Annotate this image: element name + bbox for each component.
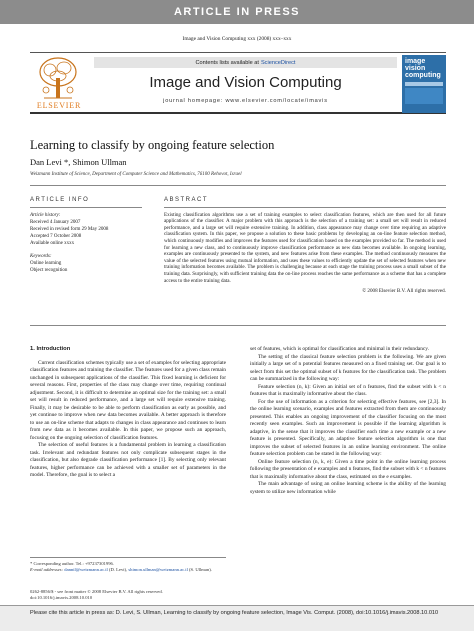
issn-doi-block bbox=[30, 589, 163, 601]
paper-title: Learning to classify by ongoing feature selection bbox=[30, 138, 275, 152]
journal-reference: Image and Vision Computing xxx (2008) xxx–xxx bbox=[182, 36, 292, 42]
abstract-label: ABSTRACT bbox=[164, 197, 446, 208]
divider bbox=[30, 185, 446, 186]
cover-line: vision bbox=[405, 65, 426, 72]
body-paragraph: The main advantage of using an online learning scheme is the ability of the learning system to utilize new information while bbox=[250, 481, 446, 495]
abstract-text: Existing classification algorithms use a set of training examples to select classification features, which are then used for all future applications of the classifier. A major problem with this approach is the selection of a training set: a small set will result in reduced performance, and a large set will require extensive training. In addition, class appearance may change over time requiring an adaptive classification system. In this paper, we propose a solution to these basic problems by developing an on-line feature selection method, which continuously modifies and improves the features used for classification based on the examples provided so far. The method is used for learning a new class, and to continuously improve classification performance as new data becomes available. In ongoing learning, examples are continuously presented to the system, and new features arise from these examples. The method continuously measures the value of the selected features using mutual information, and uses these values to efficiently update the set of selected features when new training information becomes available. The problem is challenging because at each stage the training process uses a small subset of the training data. Surprisingly, with sufficient training data the on-line process reaches the same performance as a scheme that has a complete access to the entire training data. bbox=[164, 211, 446, 284]
history-label: Article history: bbox=[30, 213, 61, 218]
history-item: Available online xxxx bbox=[30, 241, 75, 246]
email-label: E-mail addresses: bbox=[30, 567, 64, 572]
sciencedirect-link[interactable]: ScienceDirect bbox=[260, 59, 296, 66]
corresponding-author-footnote bbox=[30, 557, 226, 573]
body-paragraph: Online feature selection (n, k, e): Given a time point in the online learning process following the presentation of e examples and n features, find the subset with k < n features that is maximally informative about the class, estimated on the e examples. bbox=[250, 458, 446, 480]
journal-homepage[interactable]: journal homepage: www.elsevier.com/locate/imavis bbox=[163, 98, 328, 104]
doi-line: doi:10.1016/j.imavis.2008.10.010 bbox=[30, 595, 93, 600]
issn-line: 0262-8856/$ - see front matter © 2008 Elsevier B.V. All rights reserved. bbox=[30, 589, 163, 594]
divider bbox=[30, 325, 446, 326]
article-in-press-banner: ARTICLE IN PRESS bbox=[0, 0, 474, 24]
contents-band bbox=[94, 57, 397, 68]
body-paragraph: For the use of information as a criterion for selecting effective features, see [2,3]. In the online learning scenario, examples and features extracted from them are continuously presented. This enables an ongoing improvement of the classifier focusing on the most recently seen examples. Such an improvement is possible if the learning algorithm is adaptive, in the sense that it improves the classifier each time a new example or a new feature is presented. Specifically, an adaptive feature selection algorithm is one that improves the subset of selected features in an online learning environment. The online feature selection problem can be stated in the following way: bbox=[250, 398, 446, 457]
abstract-section bbox=[164, 197, 446, 295]
keyword-item: Online learning bbox=[30, 261, 62, 266]
elsevier-wordmark: ELSEVIER bbox=[36, 101, 82, 110]
body-paragraph: The setting of the classical feature selection problem is the following. We are given initially a large set of n potential features measured on a fixed training set. Our goal is to select from this set the optimal subset of k features for the classification task. The problem can be summarized in the following way: bbox=[250, 353, 446, 382]
section-heading: 1. Introduction bbox=[30, 346, 71, 352]
paper-authors: Dan Levi *, Shimon Ullman bbox=[30, 157, 127, 167]
body-column-left bbox=[30, 346, 226, 480]
cover-line: computing bbox=[405, 72, 441, 79]
email-link[interactable]: shimon.ullman@weizmann.ac.il bbox=[128, 567, 188, 572]
history-item: Received 4 January 2007 bbox=[30, 220, 81, 225]
footnote-corresponding: * Corresponding author. Tel.: +97237301996. bbox=[30, 561, 114, 566]
body-paragraph: set of features, which is optimal for classification and minimal in their redundancy. bbox=[250, 346, 429, 352]
email-link[interactable]: dannil@weizmann.ac.il bbox=[64, 567, 108, 572]
email-owner: (S. Ullman). bbox=[189, 567, 212, 572]
journal-title: Image and Vision Computing bbox=[149, 74, 342, 91]
body-paragraph: The selection of useful features is a fundamental problem in learning a classification task. Irrelevant and redundant features not only complicate subsequent stages in the classification, but also degrade classification performance [1]. By selecting only relevant features, higher performance can be achieved with a smaller set of parameters in the model. Therefore, the goal is to select a bbox=[30, 442, 226, 478]
elsevier-tree-icon bbox=[36, 56, 80, 100]
history-item: Accepted 7 October 2008 bbox=[30, 234, 82, 239]
paper-affiliation: Weizmann Institute of Science, Department of Computer Science and Mathematics, 76100 Rehovot, Israel bbox=[30, 172, 242, 177]
body-paragraph: Current classification schemes typically use a set of examples for selecting appropriate classification features and training the classifier. The features used for a given class remain unchanged in subsequent applications of the classifier. This fixed learning is deficient for several reasons. First, properties of the class may change over time, requiring continual adjustment. Second, it is difficult to determine an optimal size for the training set: a small set will result in reduced performance, and a large set will require extensive training. Finally, it may be desirable to be able to perform classification as early as possible, and yet continue to improve when new data becomes available. A better approach is therefore to use an on-line scheme that adapts to changes in class appearance and continues to learn from new data as it becomes available. In this paper, we propose such an approach, focusing on the ongoing selection of classification features. bbox=[30, 359, 226, 441]
body-column-right bbox=[250, 346, 446, 496]
history-item: Received in revised form 29 May 2008 bbox=[30, 227, 109, 232]
article-info-section bbox=[30, 197, 142, 274]
article-info-label: ARTICLE INFO bbox=[30, 197, 142, 208]
keyword-item: Object recognition bbox=[30, 268, 68, 273]
citation-box: Please cite this article in press as: D. Levi, S. Ullman, Learning to classify by ongoing feature selection, Image Vis. Comput. (2008), doi:10.1016/j.imavis.2008.10.010 bbox=[0, 605, 474, 631]
elsevier-logo bbox=[30, 56, 88, 112]
body-paragraph: Feature selection (n, k): Given an initial set of n features, find the subset with k < n features that is maximally informative about the class. bbox=[250, 383, 446, 397]
cover-stripe bbox=[405, 82, 443, 86]
footnote-emails bbox=[30, 567, 226, 573]
cover-line: image bbox=[405, 58, 426, 65]
contents-text: Contents lists available at bbox=[195, 59, 259, 66]
journal-cover-thumbnail bbox=[402, 55, 446, 113]
cover-image-block bbox=[405, 88, 443, 104]
copyright-notice: © 2008 Elsevier B.V. All rights reserved. bbox=[362, 288, 446, 295]
journal-masthead bbox=[30, 52, 446, 114]
keywords-label: Keywords: bbox=[30, 254, 52, 259]
email-owner: (D. Levi), bbox=[108, 567, 128, 572]
